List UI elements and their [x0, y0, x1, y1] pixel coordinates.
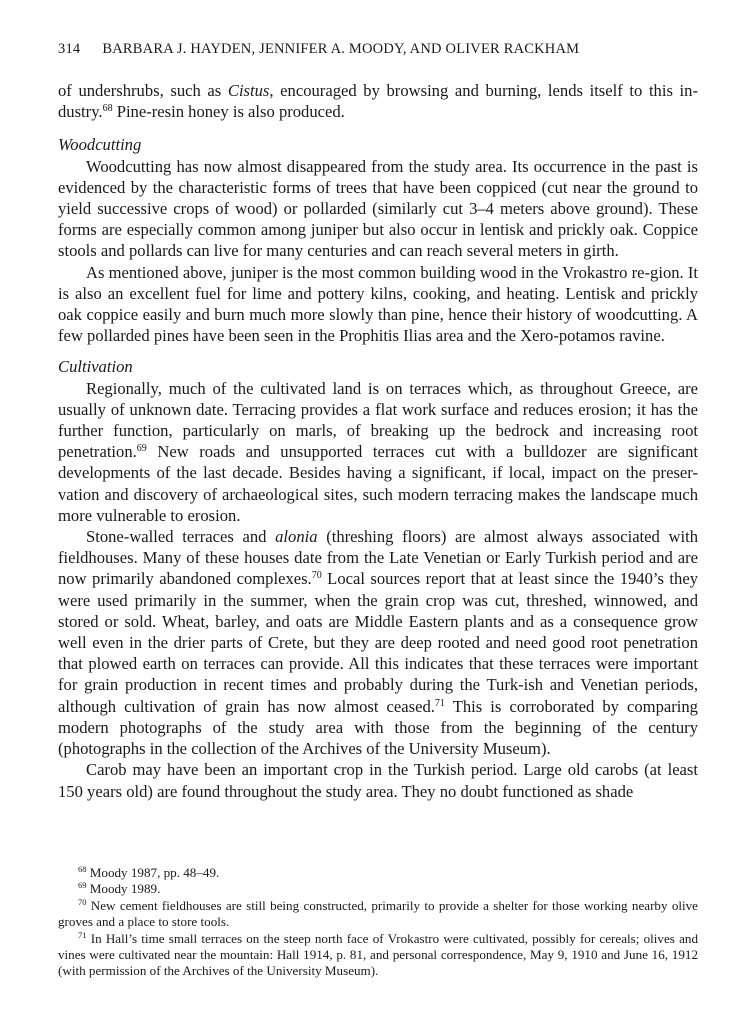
body-text [58, 80, 698, 802]
footnote-ref-71: 71 [434, 697, 445, 709]
footnote: $^{71}$ In Hall’s time small terraces on the steep north face of Vrokastro were cultivated, possibly for cereals; olives and vines were cultivated near the mountain: Hall 1914, p. 81, and personal correspondence, May 9, 1910 and June 16, 1912 (with permission of the Archives of the University Museum). [58, 929, 698, 979]
section-heading-cultivation: Cultivation [58, 357, 133, 377]
woodcutting-paragraph-1: Woodcutting has now almost disappeared from the study area. Its occurrence in the past is evidenced by the characteristic forms of trees that have been coppiced (cut near the ground to yield successive crops of wood) or pollarded (similarly cut 3–4 meters above ground). These forms are especially common among juniper but also occur in lentisk and prickly oak. Coppice stools and pollards can live for many centuries and can reach several meters in girth. [58, 156, 698, 261]
footnote-ref-68: 68 [102, 103, 113, 115]
cultivation-paragraph-3: Carob may have been an important crop in the Turkish period. Large old carobs (at least 150 years old) are found throughout the study area. They no doubt functioned as shade [58, 760, 698, 801]
footnote: $^{68}$ Moody 1987, pp. 48–49. [78, 864, 220, 880]
intro-paragraph: of undershrubs, such as Cistus, encouraged by browsing and burning, lends itself to this in-dustry.$^{68}$ Pine-resin honey is also produced. [58, 81, 698, 122]
term-alonia: alonia [275, 527, 318, 547]
footnote: $^{70}$ New cement fieldhouses are still being constructed, primarily to provide a shelter for those working nearby olive groves and a place to store tools. [58, 896, 698, 930]
footnotes [58, 865, 698, 980]
section-heading-woodcutting: Woodcutting [58, 135, 142, 155]
cultivation-paragraph-1: Regionally, much of the cultivated land is on terraces which, as throughout Greece, are usually of unknown date. Terracing provides a flat work surface and reduces erosion; it has the further function, particularly on marls, of breaking up the bedrock and increasing root penetration.$^{69}$ New roads and unsupported terraces cut with a bulldozer are significant developments of the last decade. Besides having a significant, if local, impact on the preser-vation and discovery of archaeological sites, such modern terracing makes the landscape much more vulnerable to erosion. [58, 378, 698, 525]
running-head [58, 41, 698, 58]
footnote: $^{69}$ Moody 1989. [78, 880, 161, 897]
footnote-ref-69: 69 [136, 443, 147, 455]
authors-line: BARBARA J. HAYDEN, JENNIFER A. MOODY, AND OLIVER RACKHAM [102, 41, 580, 57]
cultivation-paragraph-2: Stone-walled terraces and alonia (threshing floors) are almost always associated with fieldhouses. Many of these houses date from the Late Venetian or Early Turkish period and are now primarily abandoned complexes.$^{70}$ Local sources report that at least since the 1940’s they were used primarily in the summer, when the grain crop was cut, threshed, winnowed, and stored or sold. Wheat, barley, and oats are Middle Eastern plants and as a consequence grow well even in the drier parts of Crete, but they are deep rooted and need good root penetration that plowed earth on terraces can provide. All this indicates that these terraces were important for grain production in recent times and probably during the Turk-ish and Venetian periods, although cultivation of grain has now almost ceased.$^{71}$ This is corroborated by comparing modern photographs of the study area with those from the beginning of the century (photographs in the collection of the Archives of the University Museum). [58, 527, 698, 759]
footnote-ref-70: 70 [311, 570, 322, 582]
woodcutting-paragraph-2: As mentioned above, juniper is the most common building wood in the Vrokastro re-gion. It is also an excellent fuel for lime and pottery kilns, cooking, and heating. Lentisk and prickly oak coppice easily and burn much more slowly than pine, hence their history of woodcutting. A few pollarded pines have been seen in the Prophitis Ilias area and the Xero-potamos ravine. [58, 262, 698, 346]
species-name: Cistus [227, 81, 270, 100]
page-number: 314 [58, 41, 81, 57]
